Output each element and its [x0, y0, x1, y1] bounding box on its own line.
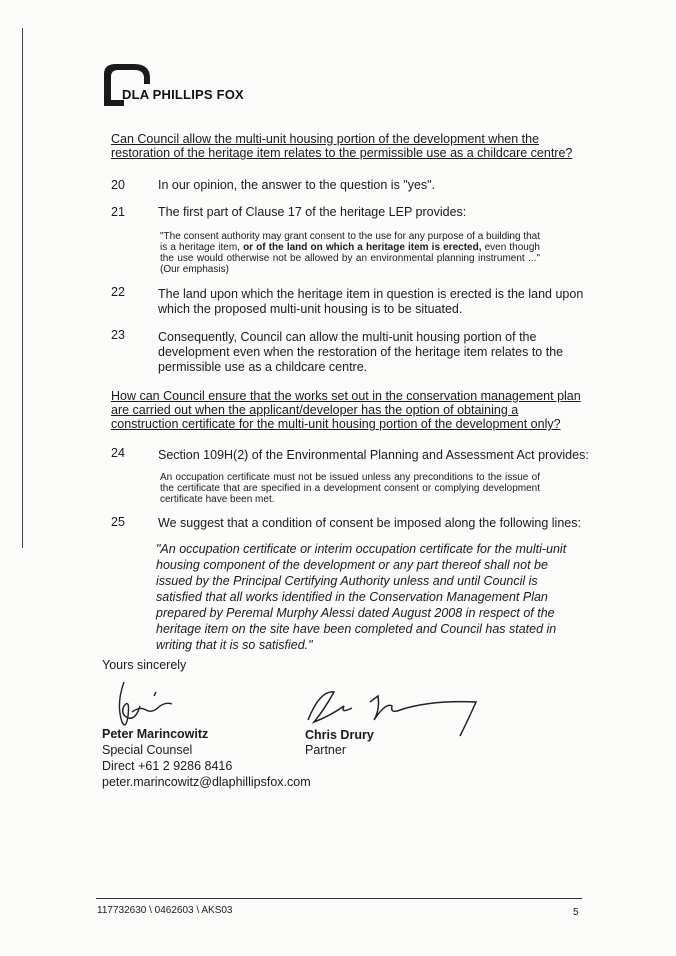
section-heading-1: Can Council allow the multi-unit housing portion of the development when the restoration of the heritage item relates to the permissible use as a childcare centre?: [111, 132, 573, 160]
paragraph-number-23: 23: [111, 328, 125, 342]
page-number: 5: [573, 907, 579, 918]
quote-text-part: "The consent authority may grant consent to the use for any purpose of a building that is a heritage item,: [160, 231, 540, 253]
signer1-email: peter.marincowitz@dlaphillipsfox.com: [102, 775, 311, 789]
paragraph-23: Consequently, Council can allow the multi-unit housing portion of the development even when the restoration of the heritage item relates to the permissible use as a childcare centre.: [158, 330, 564, 374]
paragraph-number-21: 21: [111, 205, 125, 219]
paragraph-20: In our opinion, the answer to the question is "yes".: [158, 178, 436, 192]
section-heading-2: How can Council ensure that the works set out in the conservation management plan are carried out when the applicant/developer has the option of obtaining a construction certificate for the multi-unit housing portion of the development only?: [111, 389, 581, 431]
block-quote-section-109h: An occupation certificate must not be issued unless any preconditions to the issue of the certificate that are specified in a development consent or complying development certificate have been met.: [160, 472, 540, 505]
paragraph-number-22: 22: [111, 285, 125, 299]
signer2-title: Partner: [305, 743, 346, 757]
paragraph-24: Section 109H(2) of the Environmental Planning and Assessment Act provides:: [158, 448, 589, 462]
signature-peter-marincowitz: [110, 676, 190, 732]
logo-text: DLA PHILLIPS FOX: [122, 87, 244, 102]
proposed-condition-quote: "An occupation certificate or interim occupation certificate for the multi-unit housing component of the development or any part thereof shall not be issued by the Principal Certifying Authority unless and until Council is satisfied that all works identified in the Conservation Management Plan prepared by Peremal Murphy Alessi dated August 2008 in respect of the heritage item on the site have been completed and Council has stated in writing that it is so satisfied.": [156, 542, 567, 652]
dla-phillips-fox-logo: [100, 60, 250, 110]
signer2-name: Chris Drury: [305, 728, 374, 742]
scan-margin-line: [22, 28, 23, 548]
signer1-name: Peter Marincowitz: [102, 727, 209, 741]
logo-mark-icon: [100, 60, 160, 110]
closing-salutation: Yours sincerely: [102, 658, 187, 672]
paragraph-21: The first part of Clause 17 of the heritage LEP provides:: [158, 205, 467, 219]
paragraph-number-24: 24: [111, 446, 125, 460]
quote-text-part: even though the use would otherwise not be allowed by an environmental planning instrument ..." (Our emphasis): [160, 242, 540, 275]
footer-reference: 117732630 \ 0462603 \ AKS03: [97, 905, 233, 916]
paragraph-25: We suggest that a condition of consent be imposed along the following lines:: [158, 516, 581, 530]
paragraph-number-25: 25: [111, 515, 125, 529]
paragraph-number-20: 20: [111, 178, 125, 192]
signer1-phone: Direct +61 2 9286 8416: [102, 759, 233, 773]
paragraph-22: The land upon which the heritage item in question is erected is the land upon which the proposed multi-unit housing is to be situated.: [158, 287, 584, 316]
quote-emphasis: or of the land on which a heritage item is erected,: [243, 242, 482, 253]
signer1-title: Special Counsel: [102, 743, 193, 757]
block-quote-clause-17: [160, 231, 540, 275]
footer-divider: [96, 898, 582, 899]
